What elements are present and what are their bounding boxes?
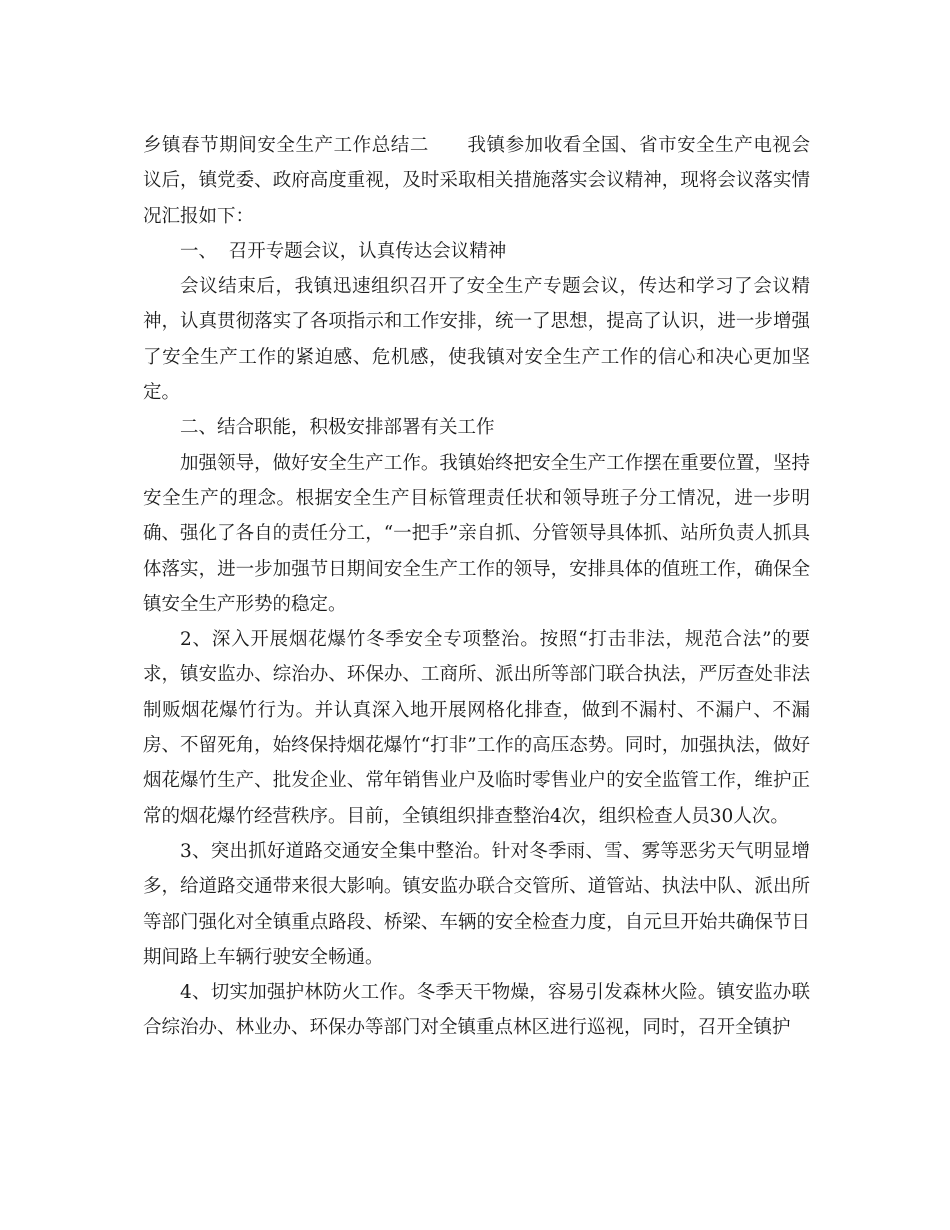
document-body — [143, 128, 810, 1046]
section-heading-1: 一、 召开专题会议，认真传达会议精神 — [180, 240, 507, 262]
body-paragraph-2: 加强领导，做好安全生产工作。我镇始终把安全生产工作摆在重要位置，坚持安全生产的理念。根据安全生产目标管理责任状和领导班子分工情况，进一步明确、强化了各自的责任分工，“一把手”亲自抓、分管领导具体抓、站所负责人抓具体落实，进一步加强节日期间安全生产工作的领导，安排具体的值班工作，确保全镇安全生产形势的稳定。 — [143, 452, 810, 615]
body-paragraph-3: 2、深入开展烟花爆竹冬季安全专项整治。按照“打击非法，规范合法”的要求，镇安监办、综治办、环保办、工商所、派出所等部门联合执法，严厉查处非法制贩烟花爆竹行为。并认真深入地开展网格化排查，做到不漏村、不漏户、不漏房、不留死角，始终保持烟花爆竹“打非”工作的高压态势。同时，加强执法，做好烟花爆竹生产、批发企业、常年销售业户及临时零售业户的安全监管工作，维护正常的烟花爆竹经营秩序。目前，全镇组织排查整治4次，组织检查人员30人次。 — [143, 629, 810, 827]
body-paragraph-1: 会议结束后，我镇迅速组织召开了安全生产专题会议，传达和学习了会议精神，认真贯彻落实了各项指示和工作安排，统一了思想，提高了认识，进一步增强了安全生产工作的紧迫感、危机感，使我镇对安全生产工作的信心和决心更加坚定。 — [143, 276, 810, 404]
section-heading-2: 二、结合职能，积极安排部署有关工作 — [180, 417, 495, 439]
intro-paragraph — [143, 128, 810, 234]
document-title: 乡镇春节期间安全生产工作总结二 — [143, 135, 429, 156]
body-paragraph-4: 3、突出抓好道路交通安全集中整治。针对冬季雨、雪、雾等恶劣天气明显增多，给道路交通带来很大影响。镇安监办联合交管所、道管站、执法中队、派出所等部门强化对全镇重点路段、桥梁、车辆的安全检查力度，自元旦开始共确保节日期间路上车辆行驶安全畅通。 — [143, 840, 810, 968]
body-paragraph-5: 4、切实加强护林防火工作。冬季天干物燥，容易引发森林火险。镇安监办联合综治办、林业办、环保办等部门对全镇重点林区进行巡视，同时，召开全镇护 — [143, 982, 810, 1039]
intro-text: 我镇参加收看全国、省市安全生产电视会议后，镇党委、政府高度重视，及时采取相关措施落实会议精神，现将会议落实情况汇报如下： — [143, 135, 810, 227]
